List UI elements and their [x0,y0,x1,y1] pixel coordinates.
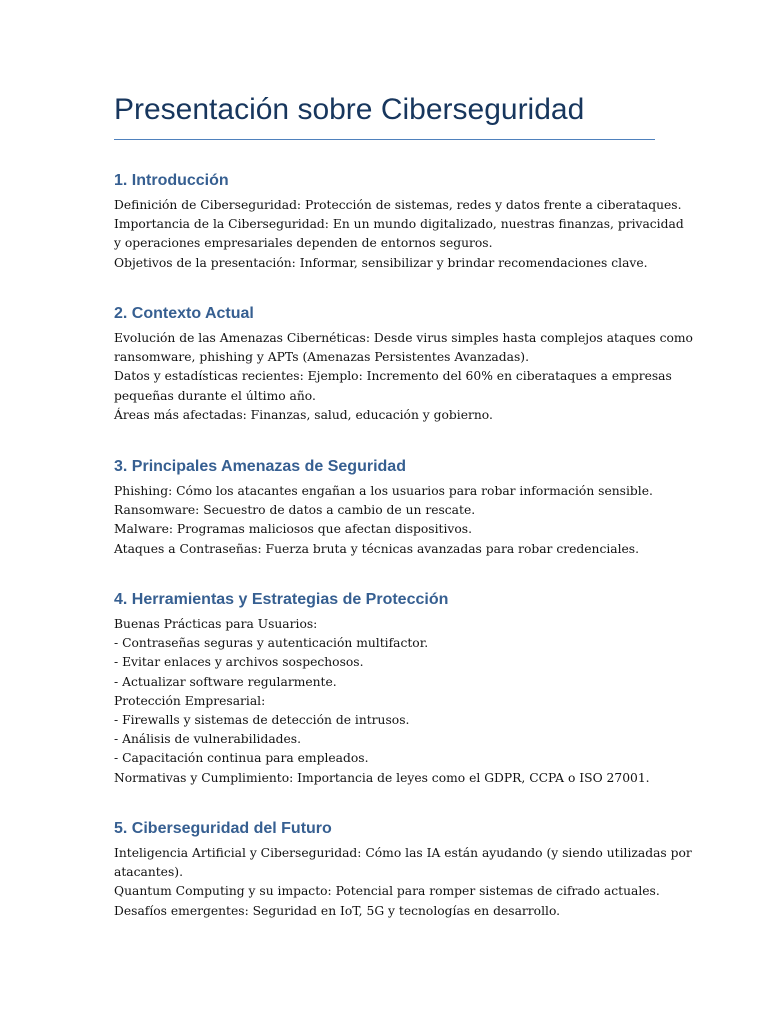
paragraph-line: - Actualizar software regularmente. [114,674,337,689]
section-principales-amenazas [114,457,660,559]
paragraph-line: Buenas Prácticas para Usuarios: [114,617,318,631]
document-title: Presentación sobre Ciberseguridad [114,93,585,126]
paragraph-line: Ataques a Contraseñas: Fuerza bruta y técnicas avanzadas para robar credenciales. [114,541,640,556]
section-heading: 2. Contexto Actual [114,305,254,322]
paragraph-line: Objetivos de la presentación: Informar, sensibilizar y brindar recomendaciones clave. [114,255,648,270]
title-underline [114,139,655,140]
paragraph-line: atacantes). [114,865,183,880]
paragraph-line: ransomware, phishing y APTs (Amenazas Persistentes Avanzadas). [114,350,529,365]
paragraph-line: - Evitar enlaces y archivos sospechosos. [114,655,364,670]
section-herramientas-estrategias [114,590,660,788]
paragraph-line: Datos y estadísticas recientes: Ejemplo: Incremento del 60% en ciberataques a empresas [114,369,672,384]
section-heading: 3. Principales Amenazas de Seguridad [114,458,406,475]
section-contexto-actual [114,304,693,425]
paragraph-line: Normativas y Cumplimiento: Importancia de leyes como el GDPR, CCPA o ISO 27001. [114,770,650,785]
section-introduccion [114,171,684,273]
paragraph-line: Protección Empresarial: [114,693,266,708]
paragraph-line: Quantum Computing y su impacto: Potencial para romper sistemas de cifrado actuales. [114,884,660,899]
paragraph-line: Importancia de la Ciberseguridad: En un mundo digitalizado, nuestras finanzas, privacidad [114,217,684,232]
section-heading: 4. Herramientas y Estrategias de Protección [114,591,449,608]
paragraph-line: - Análisis de vulnerabilidades. [114,732,302,747]
paragraph-line: Inteligencia Artificial y Ciberseguridad: Cómo las IA están ayudando (y siendo utilizadas por [114,846,692,860]
section-heading: 1. Introducción [114,172,229,189]
paragraph-line: Áreas más afectadas: Finanzas, salud, educación y gobierno. [114,407,493,422]
paragraph-line: y operaciones empresariales dependen de entornos seguros. [114,236,493,251]
section-heading: 5. Ciberseguridad del Futuro [114,820,332,837]
paragraph-line: - Capacitación continua para empleados. [114,751,369,766]
paragraph-line: Evolución de las Amenazas Cibernéticas: Desde virus simples hasta complejos ataques como [114,331,693,345]
section-ciberseguridad-futuro [114,819,692,921]
paragraph-line: Ransomware: Secuestro de datos a cambio de un rescate. [114,503,476,518]
paragraph-line: Phishing: Cómo los atacantes engañan a los usuarios para robar información sensible. [114,484,653,498]
paragraph-line: - Contraseñas seguras y autenticación multifactor. [114,636,429,651]
paragraph-line: Desafíos emergentes: Seguridad en IoT, 5G y tecnologías en desarrollo. [114,903,561,918]
paragraph-line: pequeñas durante el último año. [114,388,316,403]
paragraph-line: Definición de Ciberseguridad: Protección de sistemas, redes y datos frente a ciberataques. [114,198,682,212]
paragraph-line: - Firewalls y sistemas de detección de intrusos. [114,713,410,728]
paragraph-line: Malware: Programas maliciosos que afectan dispositivos. [114,522,472,537]
